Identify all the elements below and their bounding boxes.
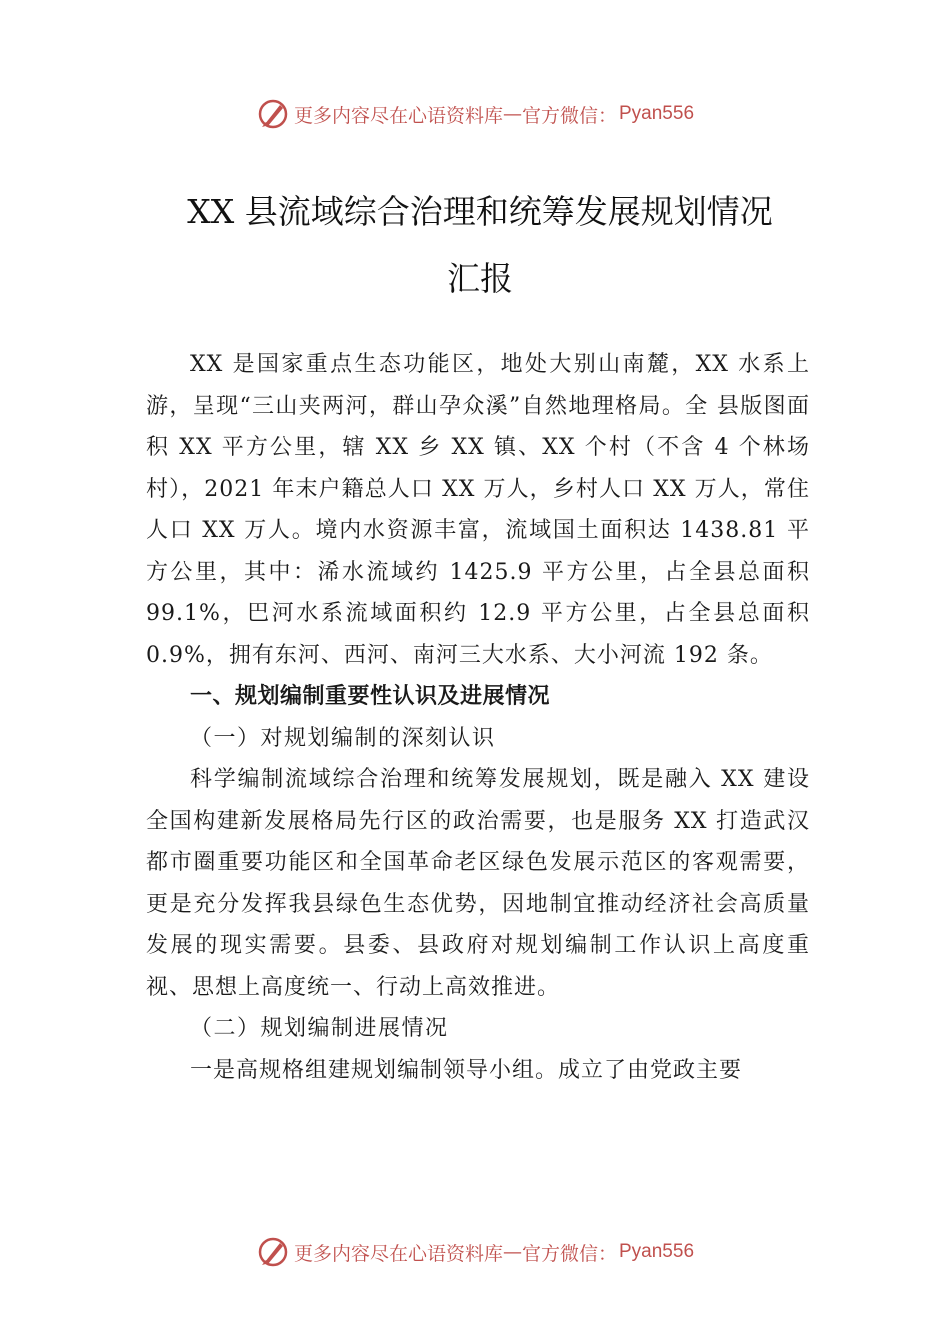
watermark-separator: —: [502, 103, 522, 125]
document-title-line2: 汇报: [447, 259, 513, 298]
subsection-heading-1-1: （一）对规划编制的深刻认识: [190, 725, 496, 751]
paragraph-intro: XX 是国家重点生态功能区，地处大别山南麓，XX 水系上游，呈现“三山夹两河，群山孕众溪”自然地理格局。全 县版图面积 XX 平方公里，辖 XX 乡 XX 镇、XX 个村（不含 4 个林场村），2021 年末户籍总人口 XX 万人，乡村人口 XX 万人，常住人口 XX 万人。境内水资源丰富，流域国土面积达 1438.81 平方公里，其中：浠水流域约 1425.9 平方公里，占全县总面积 99.1%，巴河水系流域面积约 12.9 平方公里，占全县总面积 0.9%，拥有东河、西河、南河三大水系、大小河流 192 条。: [146, 352, 810, 668]
watermark-text: 更多内容尽在心语资料库: [293, 104, 503, 127]
document-title-line1: XX 县流域综合治理和统筹发展规划情况: [187, 192, 773, 231]
quill-pen-logo-icon: [256, 1235, 290, 1269]
watermark-wechat-id: Pyan556: [619, 103, 695, 124]
subsection-heading-1-2: （二）规划编制进展情况: [190, 1016, 449, 1041]
watermark-banner-top: [0, 94, 950, 134]
document-body: [146, 344, 810, 1091]
watermark-wechat-id: Pyan556: [619, 1241, 695, 1262]
watermark-banner-bottom: [0, 1232, 950, 1272]
paragraph-progress: 一是高规格组建规划编制领导小组。成立了由党政主要: [190, 1057, 743, 1083]
watermark-separator: —: [502, 1241, 522, 1263]
quill-pen-logo-icon: [256, 97, 290, 131]
watermark-label: 官方微信：: [521, 1242, 617, 1265]
section-heading-1: 一、规划编制重要性认识及进展情况: [190, 684, 551, 709]
watermark-label: 官方微信：: [521, 104, 617, 127]
paragraph-planning-importance: 科学编制流域综合治理和统筹发展规划，既是融入 XX 建设全国构建新发展格局先行区的政治需要，也是服务 XX 打造武汉都市圈重要功能区和全国革命老区绿色发展示范区的客观需要，更是充分发挥我县绿色生态优势，因地制宜推动经济社会高质量发展的现实需要。县委、县政府对规划编制工作认识上高度重视、思想上高度统一、行动上高效推进。: [146, 767, 810, 1000]
watermark-text: 更多内容尽在心语资料库: [293, 1242, 503, 1265]
